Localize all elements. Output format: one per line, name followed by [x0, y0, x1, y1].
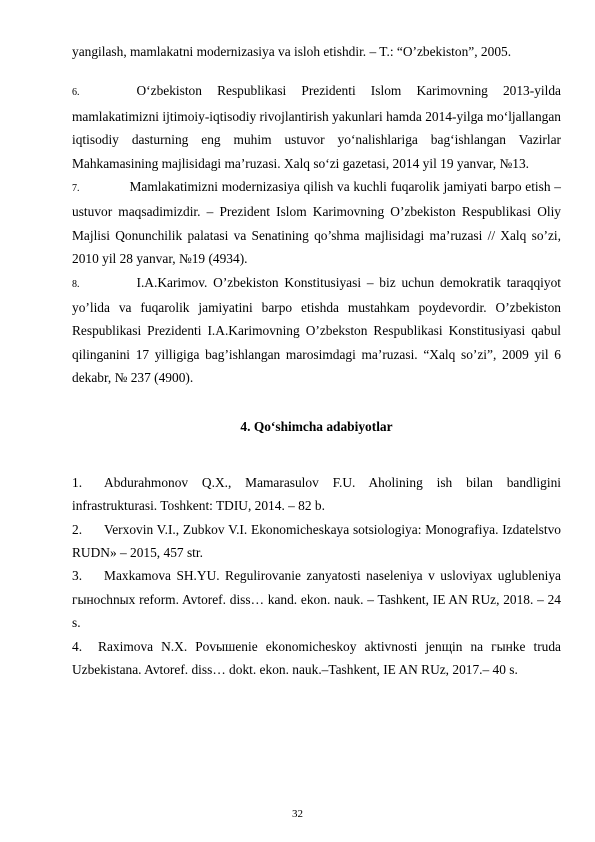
reference-text: I.A.Karimov. O’zbekiston Konstitusiyasi – biz uchun demokratik taraqqiyot yo’lida va fuqarolik jamiyatini barpo etishda mustahkam poydevordir. O’zbekiston Respublikasi Prezidenti I.A.Karimovning O’zbekston Respublikasi Konstitusiyasi qabul qilinganini 17 yilligiga bag’ishlangan marosimdagi ma’ruzasi. “Xalq so’zi”, 2009 yil 6 dekabr, № 237 (4900). — [72, 274, 561, 386]
reference-text: O‘zbekiston Respublikasi Prezidenti Islom Karimovning 2013-yilda mamlakatimizni ijtimoiy-iqtisodiy rivojlantirish yakunlari hamda 2014-yilga mo‘ljallangan iqtisodiy dasturning eng muhim ustuvor yo‘nalishlariga bag‘ishlangan Vazirlar Mahkamasining majlisidagi ma’ruzasi. Xalq so‘zi gazetasi, 2014 yil 19 yanvar, №13. — [72, 83, 561, 171]
reference-number: 2. — [72, 521, 83, 537]
reference-text: Maxkamova SH.YU. Regulirovanie zanyatosti naseleniya v usloviyax uglubleniya гынochnых reform. Avtoref. diss… kand. ekon. nauk. – Tashkent, IE AN RUz, 2018. – 24 s. — [72, 568, 561, 631]
section-heading: 4. Qo‘shimcha adabiyotlar — [240, 418, 393, 434]
reference-number: 6. — [72, 87, 80, 99]
extra-reference-item-2 — [72, 518, 561, 565]
reference-text: Raximova N.X. Povышenie ekonomicheskoy aktivnosti jenщin na гынke truda Uzbekistana. Avtoref. diss… dokt. ekon. nauk.–Tashkent, IE AN RUz, 2017.– 40 s. — [72, 638, 561, 677]
intro-line: yangilash, mamlakatni modernizasiya va isloh etishdir. – T.: “O’zbekiston”, 2005. — [72, 44, 512, 59]
extra-reference-item-4 — [72, 635, 561, 682]
reference-text: Mamlakatimizni modernizasiya qilish va kuchli fuqarolik jamiyati barpo etish – ustuvor maqsadimizdir. – Prezident Islom Karimovning O’zbekiston Respublikasi Oliy Majlisi Qonunchilik palatasi va Senatining qo’shma majlisidagi ma’ruzasi // Xalq so’zi, 2010 yil 28 yanvar, №19 (4934). — [72, 179, 561, 267]
reference-number: 3. — [72, 568, 83, 584]
reference-number: 1. — [72, 474, 83, 490]
reference-number: 7. — [72, 183, 80, 195]
reference-item-8 — [72, 271, 561, 390]
reference-text: Verxovin V.I., Zubkov V.I. Ekonomicheskaya sotsiologiya: Monografiya. Izdatelstvo RUDN» – 2015, 457 str. — [72, 521, 561, 560]
page-number: 32 — [292, 808, 303, 820]
reference-item-6 — [72, 79, 561, 175]
reference-number: 4. — [72, 638, 83, 654]
document-body — [72, 40, 561, 681]
reference-number: 8. — [72, 278, 80, 290]
extra-reference-item-3 — [72, 564, 561, 634]
reference-item-7 — [72, 175, 561, 271]
extra-reference-item-1 — [72, 471, 561, 518]
reference-text: Abdurahmonov Q.X., Mamarasulov F.U. Aholining ish bilan bandligini infrastrukturasi. Toshkent: TDIU, 2014. – 82 b. — [72, 474, 561, 514]
